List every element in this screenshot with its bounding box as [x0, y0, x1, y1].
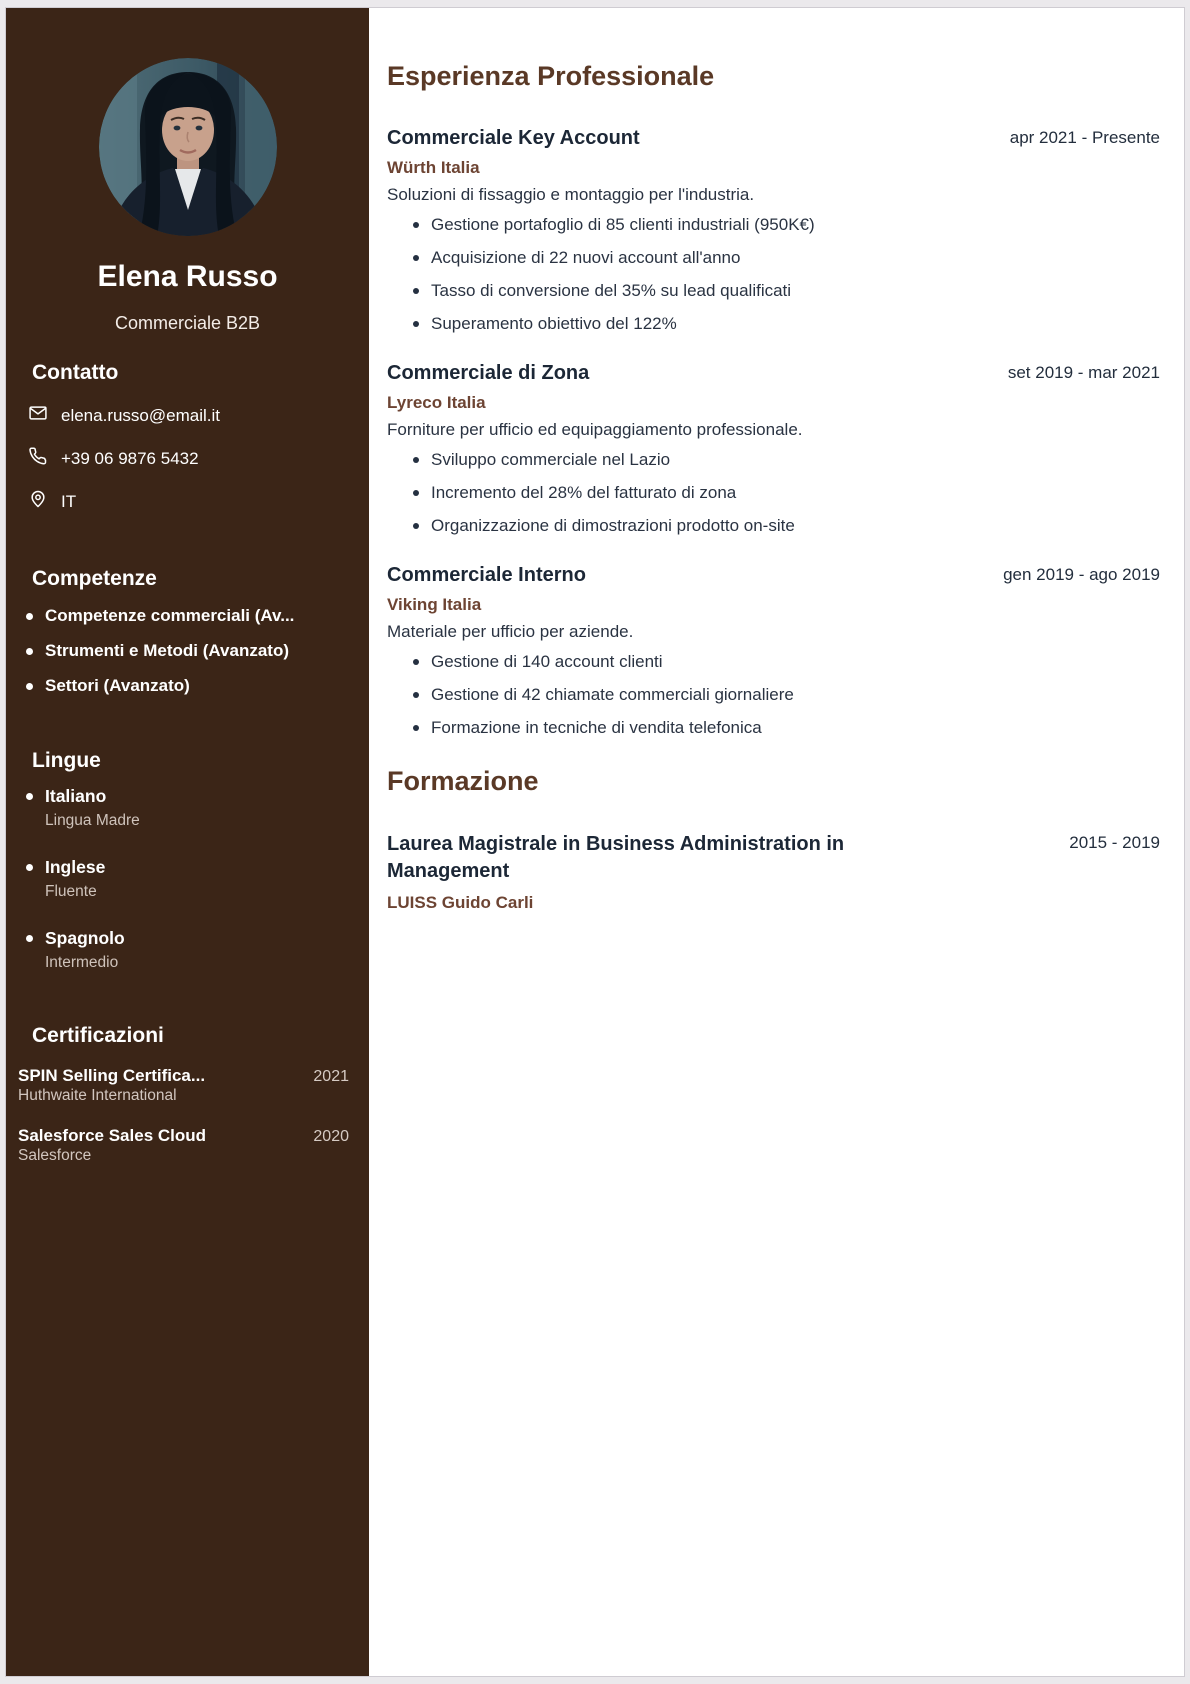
job-period: apr 2021 - Presente — [1009, 128, 1160, 147]
certification-title: SPIN Selling Certifica... — [18, 1066, 206, 1085]
main-content — [369, 8, 1184, 1676]
job-description: Soluzioni di fissaggio e montaggio per l'industria. — [387, 185, 755, 204]
job-title: Commerciale Interno — [387, 564, 586, 586]
skill-item — [26, 676, 349, 696]
contact-row-location — [26, 489, 349, 514]
certification-issuer: Salesforce — [18, 1147, 92, 1164]
skill-item — [26, 641, 349, 661]
job-bullet — [387, 717, 1160, 739]
bullet-dot — [413, 659, 419, 665]
skill-item — [26, 606, 349, 626]
certification-item — [18, 1066, 349, 1106]
sidebar — [6, 8, 369, 1676]
language-item — [26, 857, 349, 900]
certification-year: 2020 — [313, 1128, 349, 1145]
candidate-title: Commerciale B2B — [114, 313, 261, 333]
job-bullet-text: Gestione di 42 chiamate commerciali giornaliere — [431, 685, 794, 704]
skill-label: Competenze commerciali (Av... — [45, 606, 295, 625]
language-level: Lingua Madre — [45, 812, 140, 829]
email-icon — [28, 403, 48, 428]
job-title: Commerciale di Zona — [387, 362, 590, 384]
bullet-dot — [413, 523, 419, 529]
contact-heading: Contatto — [32, 361, 119, 384]
job-bullet — [387, 247, 1160, 269]
job-company: Viking Italia — [387, 595, 482, 614]
bullet-dot — [26, 648, 33, 655]
job-bullet-text: Gestione portafoglio di 85 clienti industriali (950K€) — [431, 215, 815, 234]
bullet-dot — [413, 222, 419, 228]
job-bullet — [387, 449, 1160, 471]
location-icon — [28, 489, 48, 514]
bullet-dot — [26, 683, 33, 690]
job-bullet-text: Superamento obiettivo del 122% — [431, 314, 677, 333]
bullet-dot — [413, 255, 419, 261]
education-title: Laurea Magistrale in Business Administration in Management — [387, 833, 845, 882]
job-period: gen 2019 - ago 2019 — [1003, 565, 1160, 584]
contact-list — [26, 403, 349, 514]
education-section — [387, 765, 1160, 913]
languages-heading: Lingue — [32, 749, 101, 772]
contact-phone: +39 06 9876 5432 — [61, 448, 199, 468]
experience-heading: Esperienza Professionale — [387, 61, 715, 91]
job-bullet-list — [387, 214, 1160, 335]
job-bullet-text: Gestione di 140 account clienti — [431, 652, 663, 671]
resume-page — [5, 7, 1185, 1677]
job-entry — [387, 126, 1160, 335]
job-bullet — [387, 313, 1160, 335]
certification-year: 2021 — [313, 1068, 349, 1085]
job-period: set 2019 - mar 2021 — [1007, 363, 1160, 382]
job-title: Commerciale Key Account — [387, 127, 640, 149]
language-level: Fluente — [45, 883, 97, 900]
skill-label: Settori (Avanzato) — [45, 676, 190, 695]
contact-location: IT — [61, 491, 77, 511]
phone-icon — [28, 446, 48, 471]
candidate-name: Elena Russo — [97, 260, 278, 293]
profile-photo — [99, 58, 277, 236]
language-item — [26, 786, 349, 829]
languages-list — [26, 786, 349, 971]
language-name: Italiano — [45, 786, 107, 806]
job-bullet — [387, 214, 1160, 236]
bullet-dot — [413, 288, 419, 294]
job-bullet — [387, 684, 1160, 706]
job-bullet-list — [387, 651, 1160, 739]
education-list — [387, 831, 1160, 913]
experience-section — [387, 60, 1160, 739]
certification-issuer: Huthwaite International — [18, 1087, 177, 1104]
job-entry — [387, 563, 1160, 739]
job-bullet-text: Formazione in tecniche di vendita telefonica — [431, 718, 762, 737]
certification-title: Salesforce Sales Cloud — [18, 1126, 207, 1145]
bullet-dot — [413, 490, 419, 496]
job-bullet — [387, 515, 1160, 537]
bullet-dot — [26, 864, 33, 871]
language-name: Inglese — [45, 857, 106, 877]
certification-item — [18, 1126, 349, 1166]
language-level: Intermedio — [45, 954, 119, 971]
contact-email: elena.russo@email.it — [61, 405, 220, 425]
language-name: Spagnolo — [45, 928, 125, 948]
job-entry — [387, 361, 1160, 537]
job-bullet — [387, 280, 1160, 302]
education-school: LUISS Guido Carli — [387, 893, 534, 912]
job-bullet-text: Acquisizione di 22 nuovi account all'anno — [431, 248, 741, 267]
certifications-heading: Certificazioni — [32, 1024, 164, 1047]
contact-row-email — [26, 403, 349, 428]
bullet-dot — [413, 321, 419, 327]
skill-label: Strumenti e Metodi (Avanzato) — [45, 641, 289, 660]
skills-list — [26, 606, 349, 696]
bullet-dot — [413, 457, 419, 463]
skills-heading: Competenze — [32, 567, 157, 590]
job-company: Würth Italia — [387, 158, 480, 177]
bullet-dot — [26, 793, 33, 800]
education-period: 2015 - 2019 — [1069, 833, 1160, 852]
education-heading: Formazione — [387, 766, 539, 796]
job-description: Forniture per ufficio ed equipaggiamento professionale. — [387, 420, 803, 439]
contact-row-phone — [26, 446, 349, 471]
job-description: Materiale per ufficio per aziende. — [387, 622, 634, 641]
bullet-dot — [413, 725, 419, 731]
job-bullet-list — [387, 449, 1160, 537]
job-bullet-text: Organizzazione di dimostrazioni prodotto on-site — [431, 516, 795, 535]
job-bullet — [387, 482, 1160, 504]
job-bullet — [387, 651, 1160, 673]
bullet-dot — [26, 935, 33, 942]
bullet-dot — [413, 692, 419, 698]
job-bullet-text: Sviluppo commerciale nel Lazio — [431, 450, 671, 469]
education-entry — [387, 831, 1160, 913]
language-item — [26, 928, 349, 971]
job-bullet-text: Tasso di conversione del 35% su lead qualificati — [431, 281, 792, 300]
bullet-dot — [26, 613, 33, 620]
job-company: Lyreco Italia — [387, 393, 486, 412]
profile-photo-illustration — [99, 58, 277, 236]
job-bullet-text: Incremento del 28% del fatturato di zona — [431, 483, 737, 502]
certifications-list — [18, 1066, 349, 1166]
job-list — [387, 126, 1160, 739]
